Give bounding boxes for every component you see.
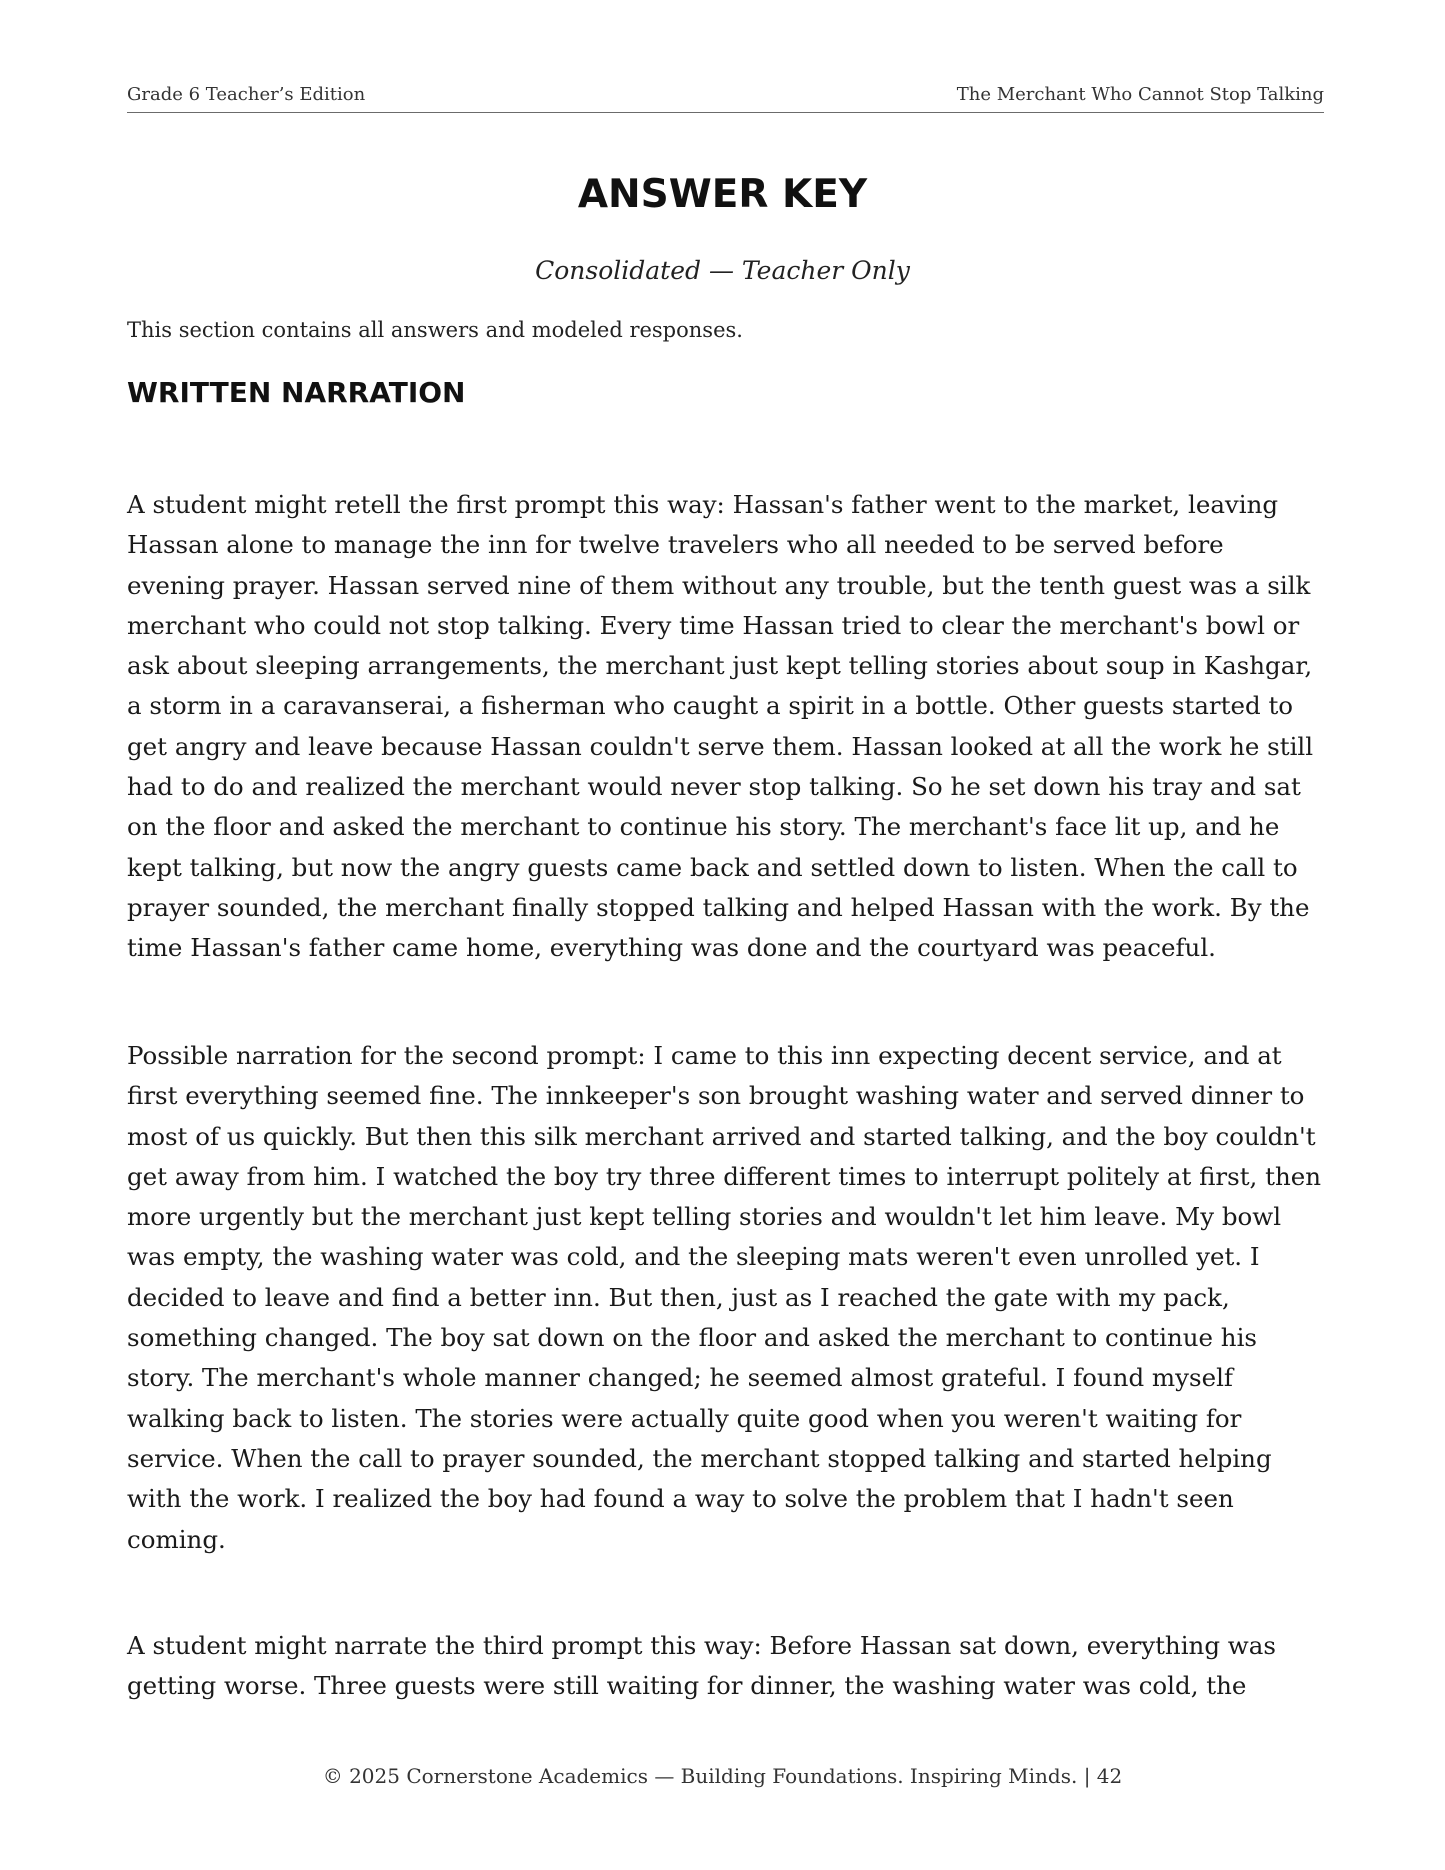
narration-paragraph-2: Possible narration for the second prompt: I came to this inn expecting decent service, and at first everything seemed fine. The innkeeper's son brought washing water and served dinner to most of us quickly. But then this silk merchant arrived and started talking, and the boy couldn't get away from him. I watched the boy try three different times to interrupt politely at first, then more urgently but the merchant just kept telling stories and wouldn't let him leave. My bowl was empty, the washing water was cold, and the sleeping mats weren't even unrolled yet. I decided to leave and find a better inn. But then, just as I reached the gate with my pack, something changed. The boy sat down on the floor and asked the merchant to continue his story. The merchant's whole manner changed; he seemed almost grateful. I found myself walking back to listen. The stories were actually quite good when you weren't waiting for service. When the call to prayer sounded, the merchant stopped talking and started helping with the work. I realized the boy had found a way to solve the problem that I hadn't seen coming.: [127, 1041, 1322, 1554]
narration-paragraph-3: A student might narrate the third prompt this way: Before Hassan sat down, everything was getting worse. Three guests were still waiting for dinner, the washing water was cold, the: [127, 1631, 1276, 1701]
intro-text: This section contains all answers and modeled responses.: [127, 318, 743, 342]
header-edition-label: Grade 6 Teacher’s Edition: [127, 84, 366, 105]
header-story-title: The Merchant Who Cannot Stop Talking: [956, 84, 1324, 105]
section-heading: WRITTEN NARRATION: [127, 376, 466, 409]
page-subtitle: Consolidated — Teacher Only: [535, 256, 910, 285]
page-footer: © 2025 Cornerstone Academics — Building Foundations. Inspiring Minds. | 42: [322, 1764, 1123, 1788]
page-title: ANSWER KEY: [577, 172, 868, 217]
running-header: [127, 84, 1324, 113]
narration-paragraph-1: A student might retell the first prompt this way: Hassan's father went to the market, leaving Hassan alone to manage the inn for twelve travelers who all needed to be served before evening prayer. Hassan served nine of them without any trouble, but the tenth guest was a silk merchant who could not stop talking. Every time Hassan tried to clear the merchant's bowl or ask about sleeping arrangements, the merchant just kept telling stories about soup in Kashgar, a storm in a caravanserai, a fisherman who caught a spirit in a bottle. Other guests started to get angry and leave because Hassan couldn't serve them. Hassan looked at all the work he still had to do and realized the merchant would never stop talking. So he set down his tray and sat on the floor and asked the merchant to continue his story. The merchant's face lit up, and he kept talking, but now the angry guests came back and settled down to listen. When the call to prayer sounded, the merchant finally stopped talking and helped Hassan with the work. By the time Hassan's father came home, everything was done and the courtyard was peaceful.: [127, 490, 1314, 963]
